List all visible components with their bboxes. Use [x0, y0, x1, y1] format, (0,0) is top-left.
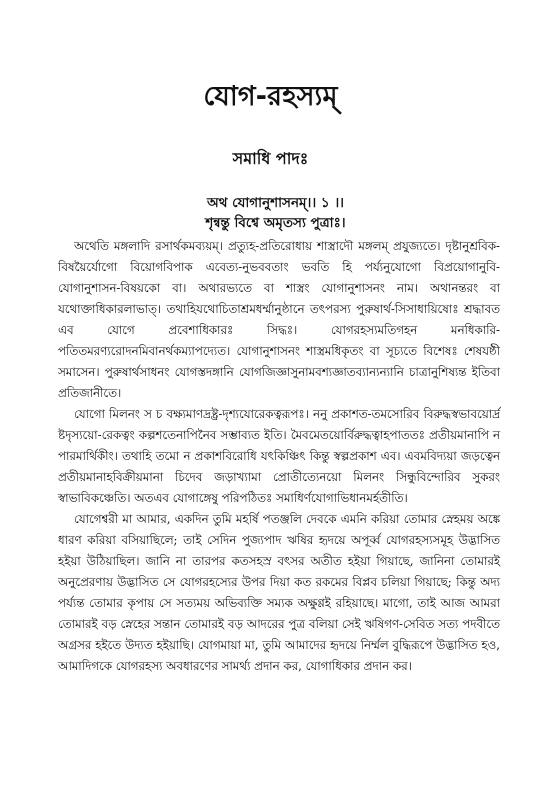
paragraph: যোগেশ্বরী মা আমার, একদিন তুমি মহর্ষি পতঞ্জলি দেবকে এমনি করিয়া তোমার স্নেহময় অঙ্কে ধারণ করিয়া বসিয়াছিলে; তাই সেদিন পুজ্যপাদ ঋষির হৃদয়ে অপূর্ব্ব যোগরহস্যসমূহ উদ্ভাসিত হইয়া উঠিয়াছিল। জানি না তারপর কতসহস্র বৎসর অতীত হইয়া গিয়াছে, জানিনা তোমারই অনুপ্রেরণায় উদ্ভাসিত সে যোগরহস্যের উপর দিয়া কত রকমের বিপ্লব চলিয়া গিয়াছে; কিন্তু অদ্য পর্য্যন্ত তোমার কৃপায় সে সত্যময় অভিব্যক্তি সম্যক অক্ষুণ্ণই রহিয়াছে। মাগো, তাই আজ আমরা তোমারই বড় স্নেহের সন্তান তোমারই বড় আদরের পুত্র বলিয়া সেই ঋষিগণ-সেবিত সত্য পদবীতে অগ্রসর হইতে উদ্যত হইয়াছি। যোগমায়া মা, তুমি আমাদের হৃদয়ে নির্ম্মল বুদ্ধিরূপে উদ্ভাসিত হও, আমাদিগকে যোগরহস্য অবধারণের সামর্থ্য প্রদান কর, যোগাধিকার প্রদান কর। — [58, 512, 500, 673]
commentary-body — [58, 236, 500, 677]
paragraph: অথেতি মঙ্গলাদি রসার্থকমব্যয়ম্। প্রত্যুহ-প্রতিরোধায় শাস্ত্রাদৌ মঙ্গলম্ প্রযুজ্যতে। দৃষ্টানুশ্রবিক-বিষয়ৈর্যোগো বিয়োগবিপাক এবেত্য-নুভববতাং ভবতি হি পর্য্যনুযোগো বিপ্রয়োগানুবি-যোগানুশাসন-বিষয়কো বা। অথারভ্যতে বা শাস্ত্রং যোগানুশাসনং নাম। অথানন্তরং বা যথোক্তাধিকারলাভাত্। তথাহিযথোচিতাশ্রমধর্ম্মানুষ্ঠানে তৎপরস্য পুরুষার্থ-সিসাধায়িষোঃ শ্রদ্ধাবত এব যোগে প্রবেশাধিকারঃ সিদ্ধঃ। যোগরহস্যমতিগহন মনধিকারি-পতিতমরণ্যরোদনমিবানর্থকম্যাপদ্যেত। যোগানুশাসনং শাস্ত্রমধিকৃতং বা সূচ্যতে বিশেষঃ শেষযষ্ঠী সমাসেন। পুরুষার্থসাধনং যোগস্তদঙ্গানি যোগজিজ্ঞাসুনামবশ্যজ্ঞাতব্যান্যন্যানি চাত্রানুশিষ্যন্ত ইতিবা প্রতিজানীতে। — [58, 239, 500, 400]
sutra-line-2: শৃন্বন্তু বিশ্বে অমৃতস্য পুত্রাঃ। — [205, 215, 346, 231]
section-heading: সমাধি পাদঃ — [232, 149, 309, 168]
sutra-block — [0, 193, 541, 233]
page-title: যোগ-রহস্যম্ — [203, 81, 338, 112]
sutra-line-1: অথ যোগানুশাসনম্।। ১ ।। — [207, 195, 344, 211]
paragraph: যোগো মিলনং স চ বক্ষ্যমাণদ্রষ্ট্র-দৃশ্যযোরেকত্বরূপঃ। ননু প্রকাশত-তমসোরিব বিরুদ্ধস্বভাবয়োর্দ্র ষ্টদৃস্যয়ো-রেকত্বং কল্পশতেনাপিনৈব সম্ভাব্যত ইতি। মৈবমেতয়োর্বিরুদ্ধত্বাহপাততঃ প্রতীয়মানাপি ন পারমার্থিকীং। তথাহি তমো ন প্রকাশবিরোধি যৎকিঞ্চিৎ কিন্তু স্বল্পপ্রকাশ এব। এবমবিদ্যয়া জড়ত্বেন প্রতীয়মানাহবিক্রীয়মানা চিদেব জড়াখ্যামা প্রোতীত্যেনয়ো মিলনং সিন্ধুবিন্দোরিব সুকরং স্বাভাবিকঞ্চেতি। অতএব যোগাঙ্গেষু পরিপঠিতঃ সমাধির্ণযোগাভিধানমর্হতীতি। — [58, 407, 500, 505]
